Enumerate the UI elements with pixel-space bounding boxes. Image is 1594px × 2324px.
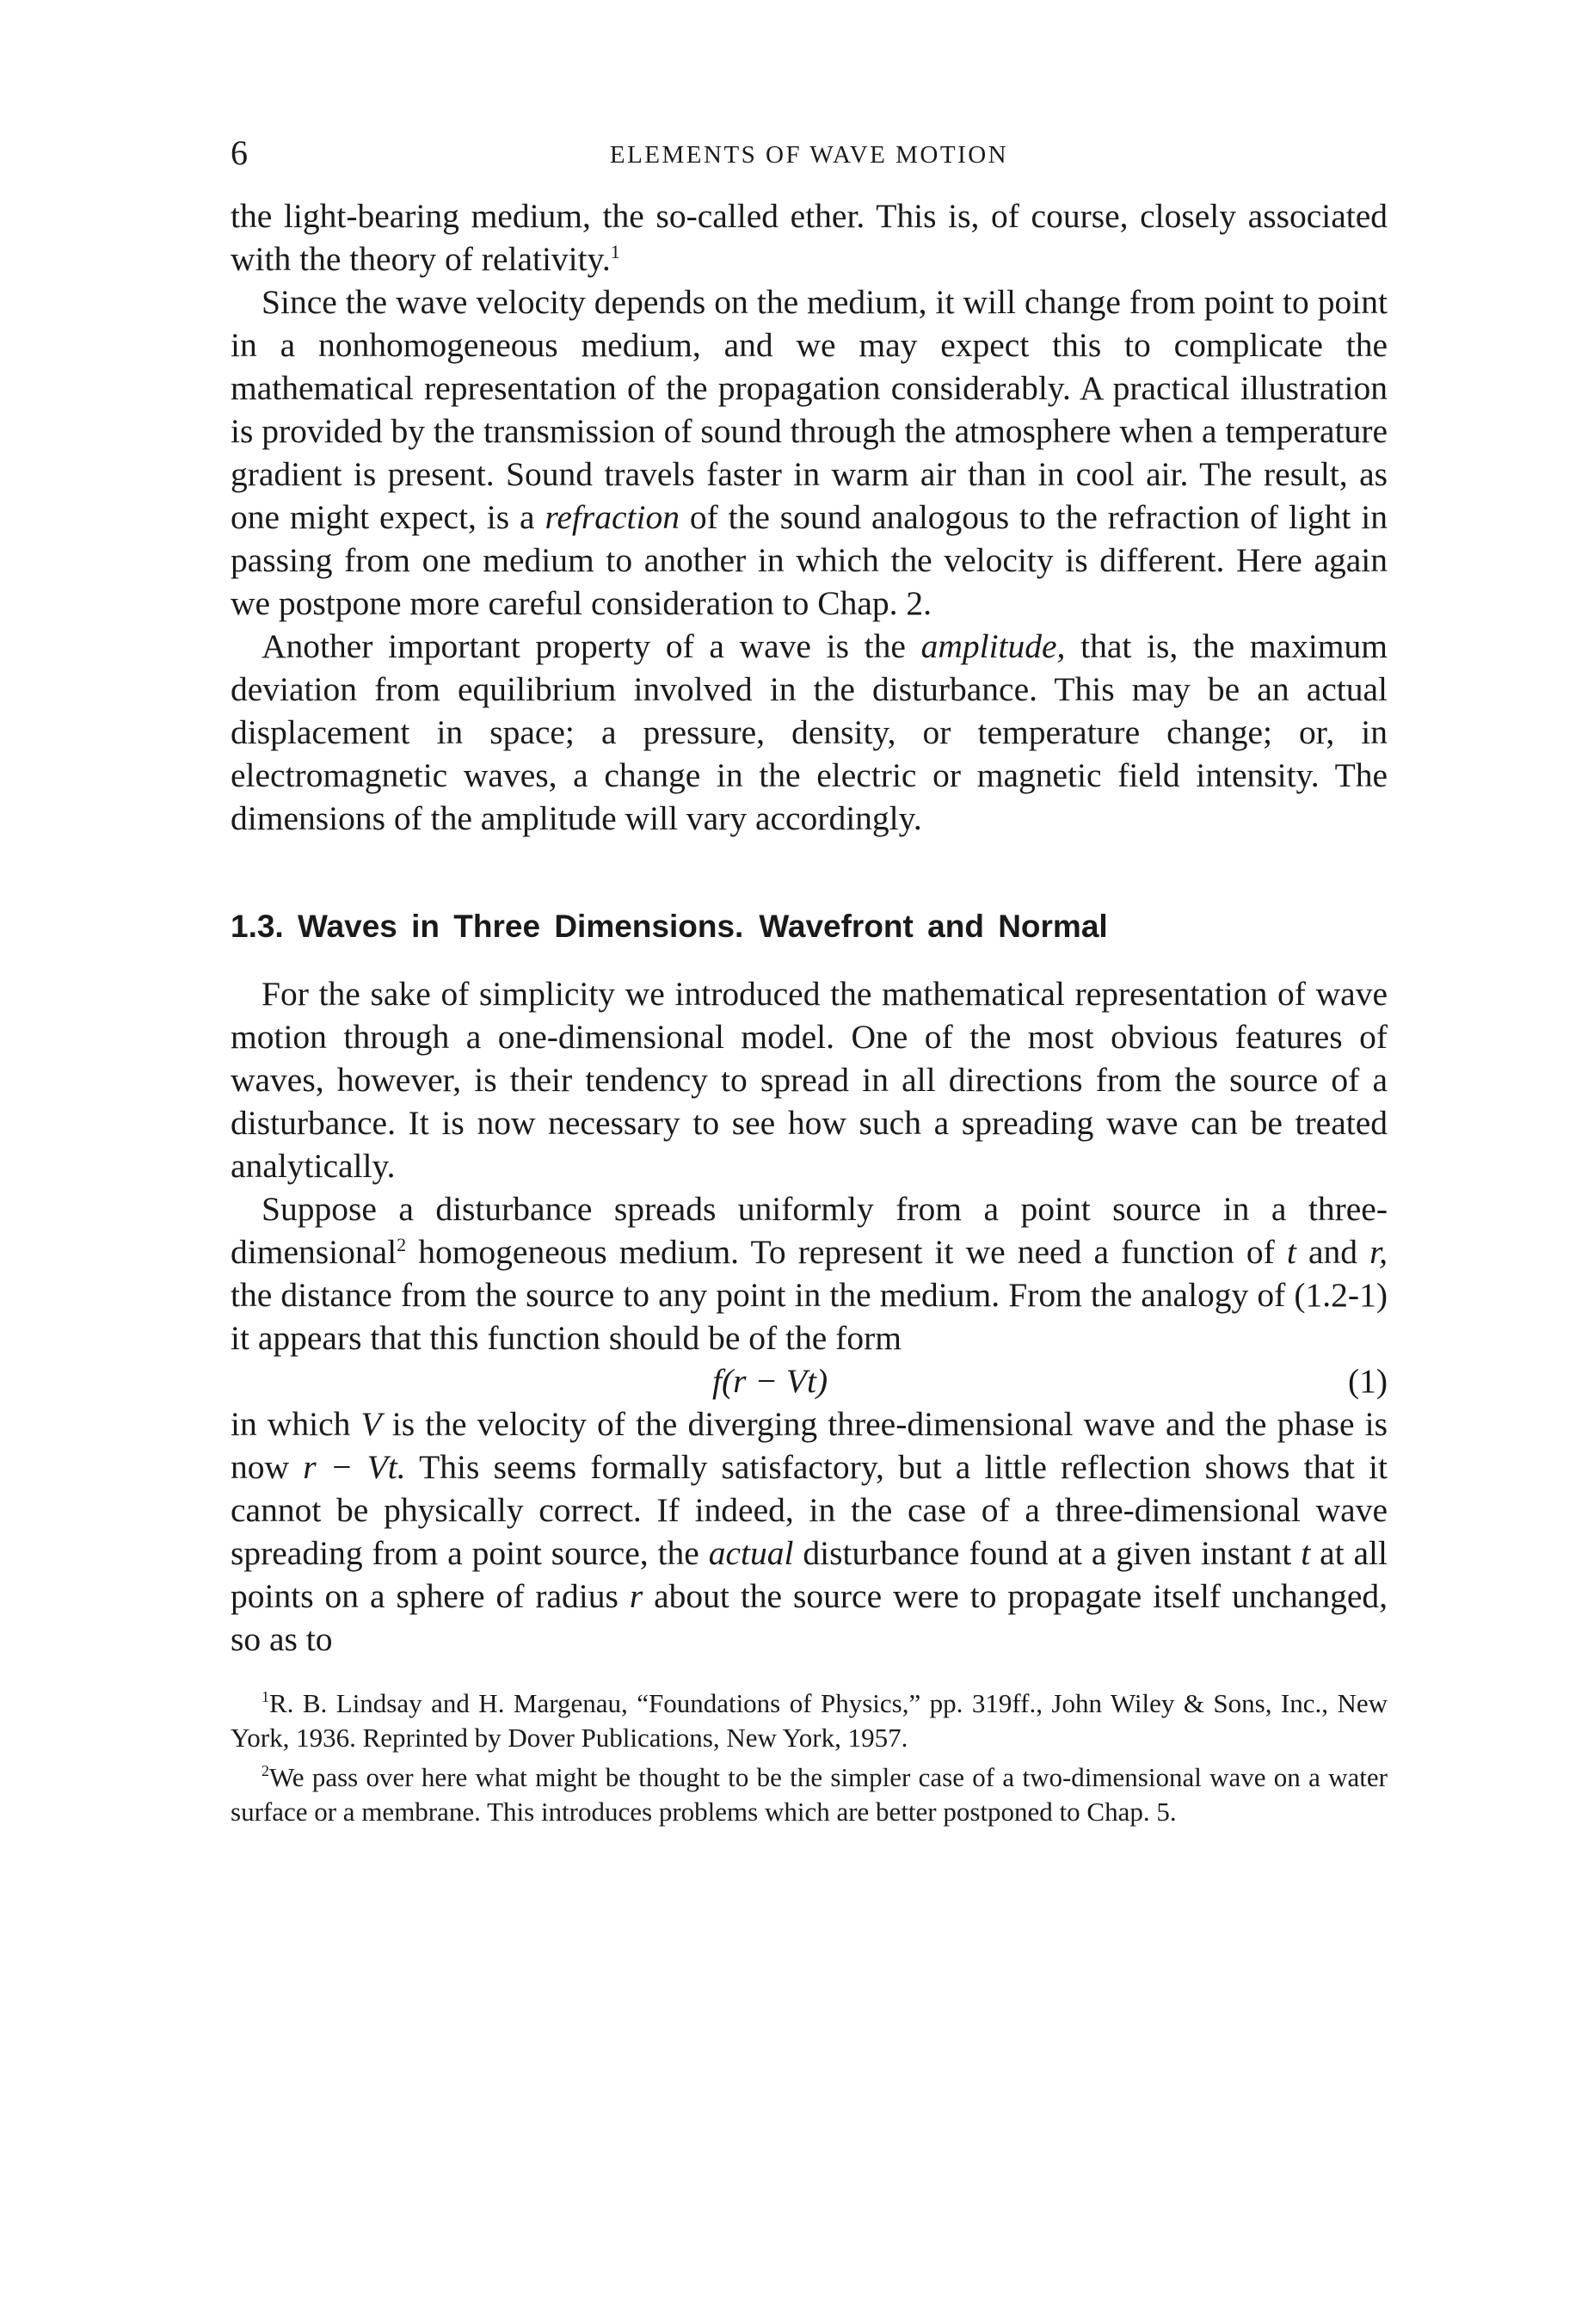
running-head: ELEMENTS OF WAVE MOTION <box>609 141 1009 169</box>
paragraph-phase: in which V is the velocity of the diverging three-dimensional wave and the phase is now r − Vt. This seems formally satisfactory, but a little reflection shows that it cannot be physically correct. If indeed, in the case of a three-dimensional wave spreading from a point source, the actual disturbance found at a given instant t at all points on a sphere of radius r about the source were to propagate itself unchanged, so as to <box>231 1405 1388 1658</box>
paragraph-simplicity: For the sake of simplicity we introduced the mathematical representation of wave motion through a one-dimensional model. One of the most obvious features of waves, however, is their tendency to spread in all directions from the source of a disturbance. It is now necessary to see how such a spreading wave can be treated analytically. <box>231 975 1388 1185</box>
footnote-ref: 1 <box>610 241 620 262</box>
paragraph-wave-velocity: Since the wave velocity depends on the medium, it will change from point to point in a nonhomogeneous medium, and we may expect this to complicate the mathematical representation of the propagation considerably. A practical illustration is provided by the transmission of sound through the atmosphere when a temperature gradient is present. Sound travels faster in warm air than in cool air. The result, as one might expect, is a refraction of the sound analogous to the refraction of light in passing from one medium to another in which the velocity is different. Here again we postpone more careful consideration to Chap. 2. <box>231 283 1388 622</box>
paragraph-amplitude: Another important property of a wave is the amplitude, that is, the maximum deviation from equilibrium involved in the disturbance. This may be an actual displacement in space; a pressure, density, or temperature change; or, in electromagnetic waves, a change in the electric or magnetic field intensity. The dimensions of the amplitude will vary accordingly. <box>231 627 1388 837</box>
emphasis-amplitude: amplitude, <box>920 627 1066 665</box>
equation-number: (1) <box>1347 1362 1388 1400</box>
body-text <box>231 194 1388 1661</box>
book-page <box>231 129 1388 1829</box>
page-number: 6 <box>231 133 248 172</box>
section-subtitle: Wavefront and Normal <box>759 909 1108 944</box>
display-equation <box>231 1359 1388 1402</box>
footnote-mark: 1 <box>262 1688 269 1705</box>
footnotes <box>231 1686 1388 1829</box>
section-heading <box>231 905 1388 948</box>
footnote <box>231 1686 1388 1755</box>
paragraph-point-source: Suppose a disturbance spreads uniformly from a point source in a three-dimensional$^2$ homogeneous medium. To represent it we need a function of t and r, the distance from the source to any point in the medium. From the analogy of (1.2-1) it appears that this function should be of the form <box>231 1190 1388 1357</box>
page-header <box>231 129 1388 181</box>
emphasis-actual: actual <box>708 1534 794 1572</box>
footnote-text: R. B. Lindsay and H. Margenau, “Foundations of Physics,” pp. 319ff., John Wiley & Sons, Inc., New York, 1936. Reprinted by Dover Publications, New York, 1957. <box>231 1688 1388 1753</box>
footnote-mark: 2 <box>262 1762 269 1779</box>
paragraph-continued: the light-bearing medium, the so-called ether. This is, of course, closely associated with the theory of relativity.$^1$ <box>231 197 1388 278</box>
footnote <box>231 1760 1388 1829</box>
section-title: 1.3. Waves in Three Dimensions. <box>231 909 744 944</box>
footnote-ref: 2 <box>397 1234 407 1255</box>
footnote-text: We pass over here what might be thought to be the simpler case of a two-dimensional wave on a water surface or a membrane. This introduces problems which are better postponed to Chap. 5. <box>231 1762 1388 1827</box>
emphasis-refraction: refraction <box>545 498 680 536</box>
equation-body: f(r − Vt) <box>712 1362 828 1400</box>
